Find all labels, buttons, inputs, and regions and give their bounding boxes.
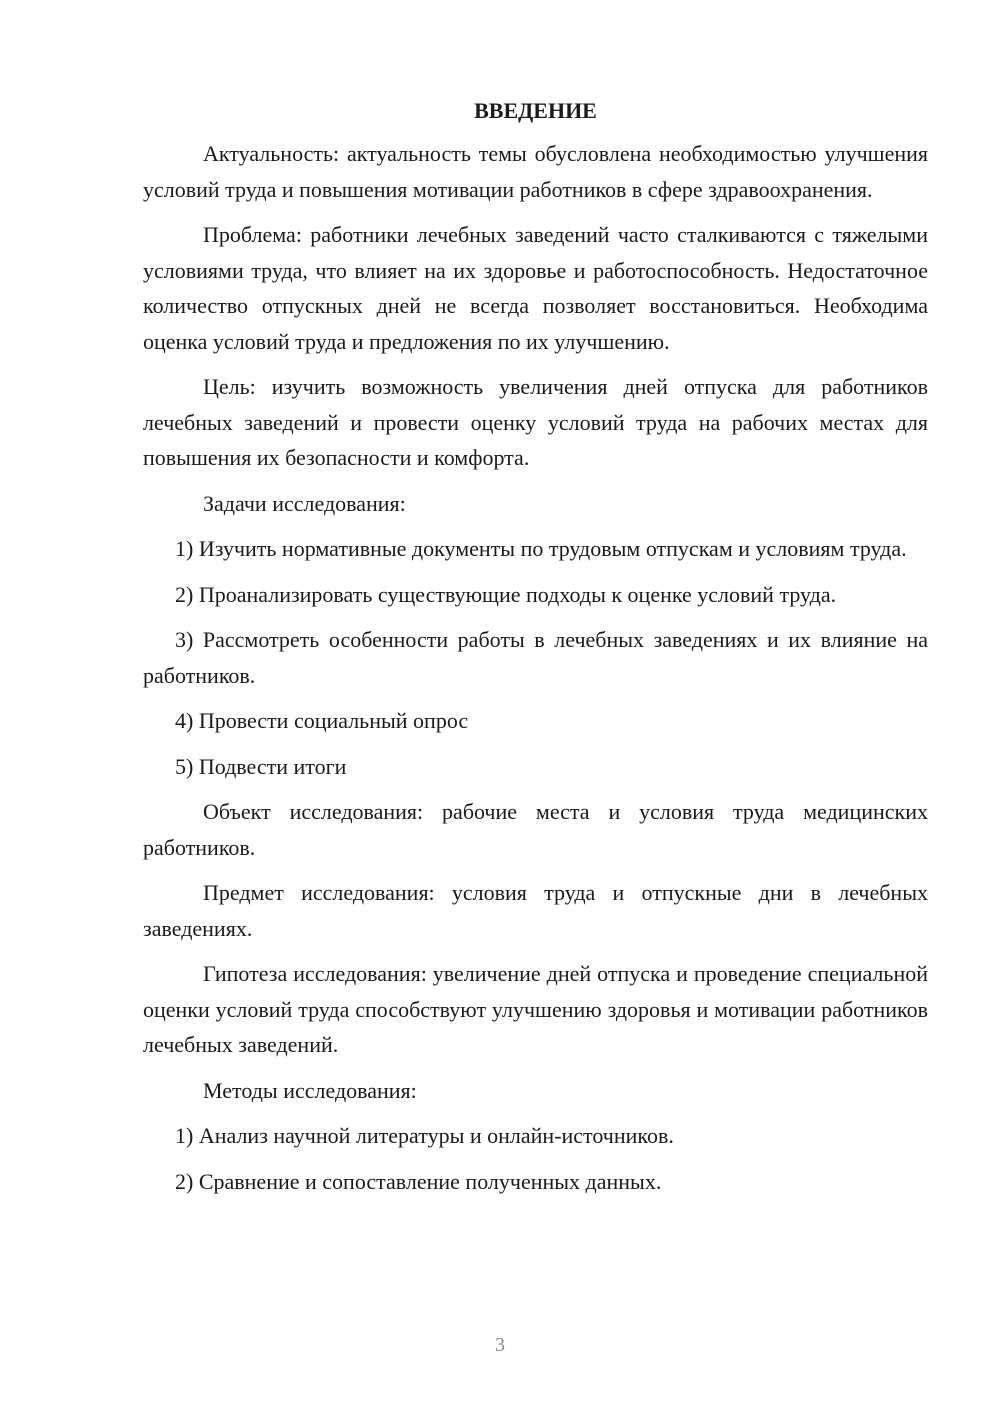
paragraph-relevance: Актуальность: актуальность темы обусловлена необходимостью улучшения условий труда и повышения мотивации работников в сфере здравоохранения. [143,141,928,202]
methods-heading: Методы исследования: [203,1077,417,1103]
method-item: 2) Сравнение и сопоставление полученных данных. [175,1168,662,1194]
tasks-heading: Задачи исследования: [203,490,406,516]
task-item: 3) Рассмотреть особенности работы в лечебных заведениях и их влияние на работников. [143,627,928,688]
document-body [143,96,928,1209]
method-item: 1) Анализ научной литературы и онлайн-источников. [175,1123,674,1148]
task-item: 4) Провести социальный опрос [175,708,469,733]
section-title: ВВЕДЕНИЕ [474,98,597,123]
paragraph-goal: Цель: изучить возможность увеличения дней отпуска для работников лечебных заведений и провести оценку условий труда на рабочих местах для повышения их безопасности и комфорта. [143,374,928,470]
paragraph-object: Объект исследования: рабочие места и условия труда медицинских работников. [143,799,928,860]
paragraph-subject: Предмет исследования: условия труда и отпускные дни в лечебных заведениях. [143,880,928,941]
paragraph-problem: Проблема: работники лечебных заведений часто сталкиваются с тяжелыми условиями труда, что влияет на их здоровье и работоспособность. Недостаточное количество отпускных дней не всегда позволяет восстановиться. Необходима оценка условий труда и предложения по их улучшению. [143,222,928,354]
paragraph-hypothesis: Гипотеза исследования: увеличение дней отпуска и проведение специальной оценки условий труда способствуют улучшению здоровья и мотивации работников лечебных заведений. [143,961,928,1057]
task-item: 1) Изучить нормативные документы по трудовым отпускам и условиям труда. [175,536,907,561]
task-item: 2) Проанализировать существующие подходы к оценке условий труда. [175,581,837,607]
task-item: 5) Подвести итоги [175,753,347,779]
page-number: 3 [495,1334,505,1356]
